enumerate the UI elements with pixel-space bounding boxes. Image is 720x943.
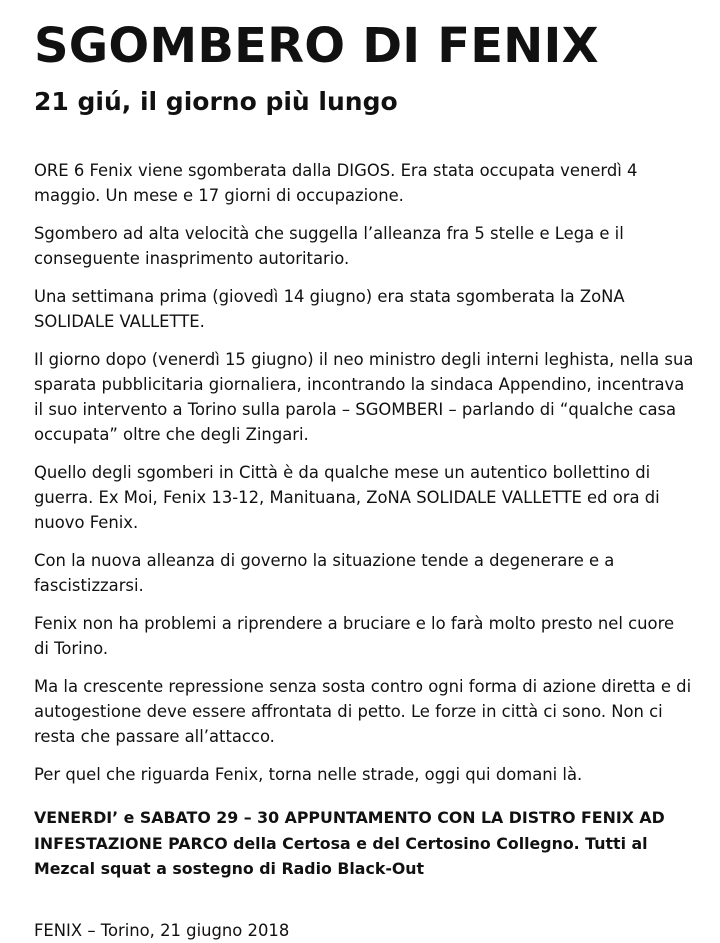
signature: FENIX – Torino, 21 giugno 2018	[34, 921, 290, 940]
paragraph: Con la nuova alleanza di governo la situazione tende a degenerare e a fascistizzarsi.	[34, 551, 615, 595]
paragraph: Per quel che riguarda Fenix, torna nelle strade, oggi qui domani là.	[34, 765, 583, 784]
paragraph: Quello degli sgomberi in Città è da qualche mese un autentico bollettino di guerra. Ex Moi, Fenix 13-12, Manituana, ZoNA SOLIDALE VALLETTE ed ora di nuovo Fenix.	[34, 463, 660, 532]
paragraph: Ma la crescente repressione senza sosta contro ogni forma di azione diretta e di autogestione deve essere affrontata di petto. Le forze in città ci sono. Non ci resta che passare all’attacco.	[34, 677, 692, 746]
page-subtitle: 21 giú, il giorno più lungo	[34, 87, 398, 116]
paragraph: ORE 6 Fenix viene sgomberata dalla DIGOS. Era stata occupata venerdì 4 maggio. Un mese e 17 giorni di occupazione.	[34, 161, 638, 205]
paragraph: Fenix non ha problemi a riprendere a bruciare e lo farà molto presto nel cuore di Torino.	[34, 614, 675, 658]
paragraph: Sgombero ad alta velocità che suggella l’alleanza fra 5 stelle e Lega e il conseguente inasprimento autoritario.	[34, 224, 624, 268]
page-title: SGOMBERO DI FENIX	[34, 18, 599, 74]
paragraph: Una settimana prima (giovedì 14 giugno) era stata sgomberata la ZoNA SOLIDALE VALLETTE.	[34, 287, 625, 331]
event-announcement: VENERDI’ e SABATO 29 – 30 APPUNTAMENTO CON LA DISTRO FENIX AD INFESTAZIONE PARCO della Certosa e del Certosino Collegno. Tutti al Mezcal squat a sostegno di Radio Black-Out	[34, 808, 665, 878]
paragraph: Il giorno dopo (venerdì 15 giugno) il neo ministro degli interni leghista, nella sua sparata pubblicitaria giornaliera, incontrando la sindaca Appendino, incentrava il suo intervento a Torino sulla parola – SGOMBERI – parlando di “qualche casa occupata” oltre che degli Zingari.	[34, 350, 694, 444]
article-body	[34, 158, 694, 800]
